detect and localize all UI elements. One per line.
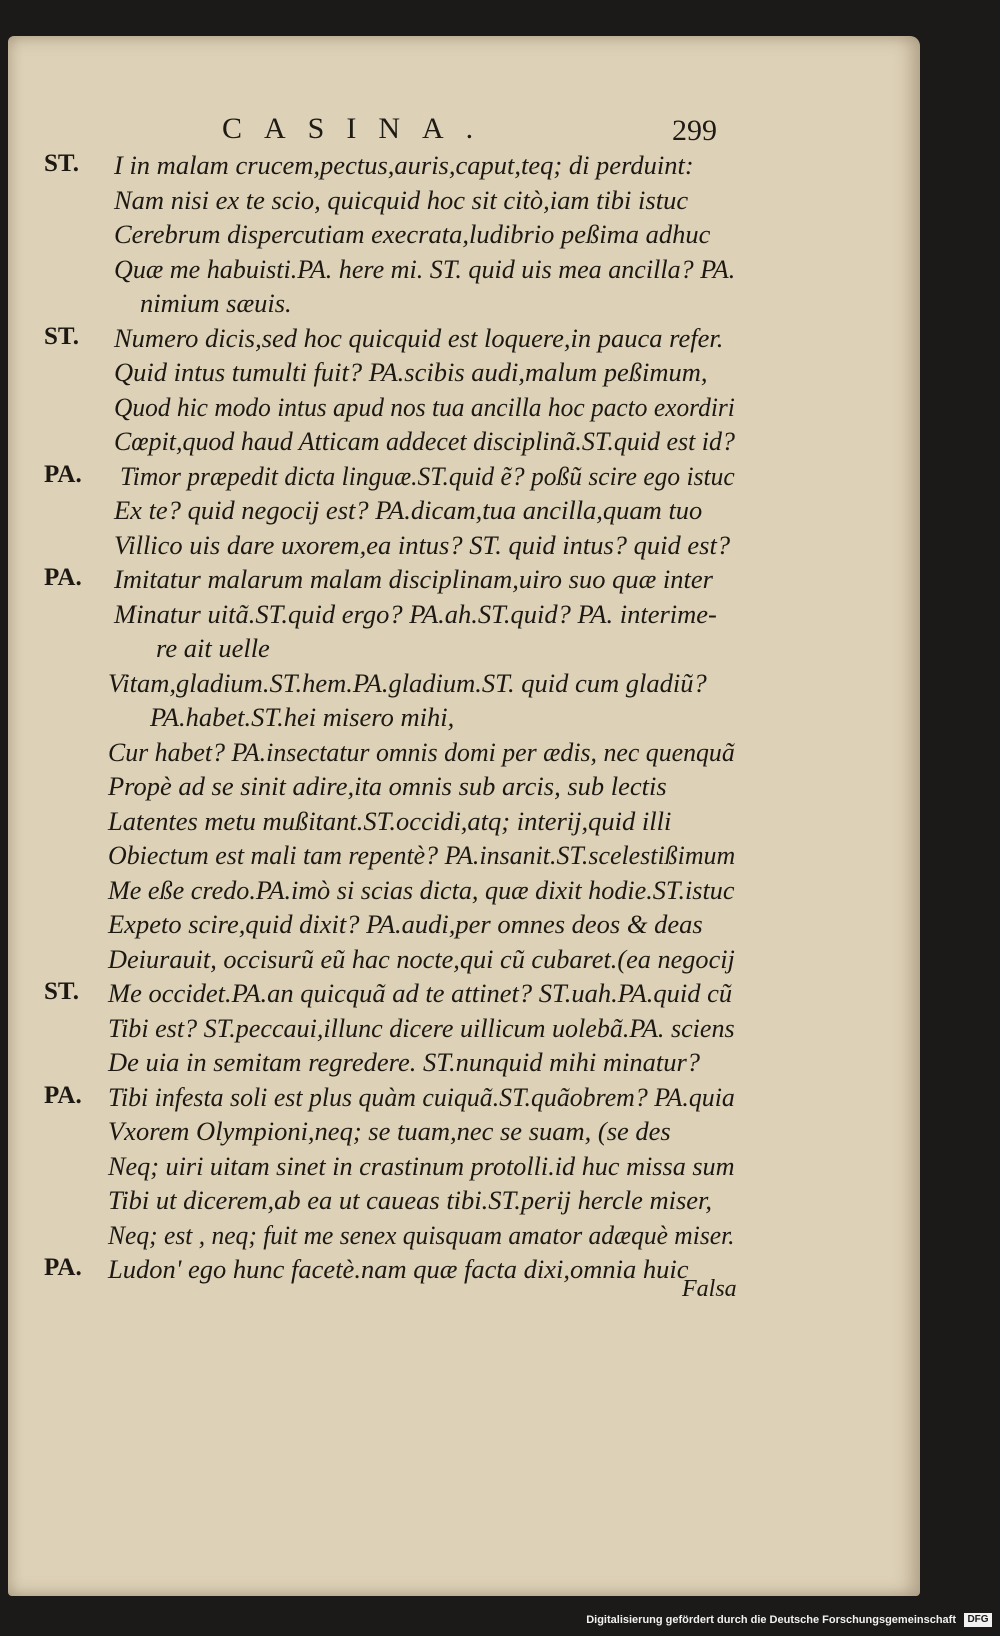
line-text: Timor præpedit dicta linguæ.ST.quid ẽ? poßũ scire ego istuc (120, 461, 735, 491)
speaker-label: PA. (44, 1082, 82, 1109)
line-text: Quod hic modo intus apud nos tua ancilla hoc pacto exordiri (114, 392, 735, 422)
speaker-label: PA. (44, 1254, 82, 1281)
verse-line (0, 288, 1000, 322)
verse-line (0, 702, 1000, 736)
verse-line (0, 1082, 1000, 1116)
verse-line (0, 771, 1000, 805)
line-text: Cœpit,quod haud Atticam addecet disciplinã.ST.quid est id? (114, 426, 735, 456)
verse-line (0, 633, 1000, 667)
verse-line (0, 392, 1000, 426)
line-text: I in malam crucem,pectus,auris,caput,teq; di perduint: (114, 150, 694, 180)
line-text: Tibi infesta soli est plus quàm cuiquã.ST.quãobrem? PA.quia (108, 1082, 735, 1112)
verse-line (0, 944, 1000, 978)
verse-line (0, 599, 1000, 633)
verse-line (0, 840, 1000, 874)
verse-line (0, 737, 1000, 771)
line-text: Latentes metu mußitant.ST.occidi,atq; interij,quid illi (108, 806, 672, 836)
speaker-label: PA. (44, 461, 82, 488)
verse-line (0, 1013, 1000, 1047)
verse-line (0, 357, 1000, 391)
line-text: Me eße credo.PA.imò si scias dicta, quæ dixit hodie.ST.istuc (108, 875, 735, 905)
line-text: re ait uelle (156, 633, 270, 663)
verse-line (0, 323, 1000, 357)
speaker-label: ST. (44, 978, 79, 1005)
line-text: Propè ad se sinit adire,ita omnis sub arcis, sub lectis (108, 771, 667, 801)
line-text: Minatur uitã.ST.quid ergo? PA.ah.ST.quid? PA. interime- (114, 599, 717, 629)
verse-line (0, 1185, 1000, 1219)
verse-line (0, 219, 1000, 253)
line-text: Quæ me habuisti.PA. here mi. ST. quid uis mea ancilla? PA. (114, 254, 736, 284)
running-header (0, 112, 1000, 152)
verse-line (0, 426, 1000, 460)
verse-line (0, 978, 1000, 1012)
line-text: Tibi est? ST.peccaui,illunc dicere uillicum uolebã.PA. sciens (108, 1013, 735, 1043)
line-text: nimium sæuis. (140, 288, 292, 318)
line-text: Deiurauit, occisurũ eũ hac nocte,qui cũ cubaret.(ea negocij (108, 944, 735, 974)
line-text: Me occidet.PA.an quicquã ad te attinet? ST.uah.PA.quid cũ (108, 978, 733, 1008)
line-text: Numero dicis,sed hoc quicquid est loquere,in pauca refer. (114, 323, 724, 353)
line-text: Tibi ut dicerem,ab ea ut caueas tibi.ST.perij hercle miser, (108, 1185, 713, 1215)
catchword: Falsa (682, 1276, 737, 1302)
line-text: Vxorem Olympioni,neq; se tuam,nec se suam, (se des (108, 1116, 671, 1146)
speaker-label: ST. (44, 150, 79, 177)
line-text: Obiectum est mali tam repentè? PA.insanit.ST.scelestißimum (108, 840, 736, 870)
verse-line (0, 875, 1000, 909)
line-text: PA.habet.ST.hei misero mihi, (150, 702, 455, 732)
line-text: De uia in semitam regredere. ST.nunquid mihi minatur? (108, 1047, 701, 1077)
line-text: Cur habet? PA.insectatur omnis domi per ædis, nec quenquã (108, 737, 735, 767)
verse-line (0, 185, 1000, 219)
line-text: Neq; uiri uitam sinet in crastinum protolli.id huc missa sum (108, 1151, 735, 1181)
line-text: Expeto scire,quid dixit? PA.audi,per omnes deos & deas (108, 909, 703, 939)
line-text: Nam nisi ex te scio, quicquid hoc sit citò,iam tibi istuc (114, 185, 689, 215)
verse-line (0, 1254, 1000, 1288)
funding-credit: Digitalisierung gefördert durch die Deutsche Forschungsgemeinschaft (586, 1614, 956, 1626)
page-number: 299 (672, 114, 717, 147)
verse-line (0, 530, 1000, 564)
line-text: Ludon' ego hunc facetè.nam quæ facta dixi,omnia huic (108, 1254, 689, 1284)
line-text: Quid intus tumulti fuit? PA.scibis audi,malum peßimum, (114, 357, 708, 387)
speaker-label: PA. (44, 564, 82, 591)
verse-line (0, 1047, 1000, 1081)
speaker-label: ST. (44, 323, 79, 350)
line-text: Neq; est , neq; fuit me senex quisquam amator adæquè miser. (108, 1220, 735, 1250)
verse-line (0, 564, 1000, 598)
running-title: CASINA. (222, 112, 496, 145)
line-text: Cerebrum dispercutiam execrata,ludibrio peßima adhuc (114, 219, 711, 249)
dfg-logo: DFG (964, 1613, 992, 1627)
verse-line (0, 461, 1000, 495)
line-text: Vitam,gladium.ST.hem.PA.gladium.ST. quid cum gladiũ? (108, 668, 707, 698)
verse-line (0, 495, 1000, 529)
verse-line (0, 1116, 1000, 1150)
verse-line (0, 150, 1000, 184)
verse-line (0, 254, 1000, 288)
verse-line (0, 1220, 1000, 1254)
line-text: Ex te? quid negocij est? PA.dicam,tua ancilla,quam tuo (114, 495, 703, 525)
verse-line (0, 1151, 1000, 1185)
line-text: Imitatur malarum malam disciplinam,uiro suo quæ inter (114, 564, 713, 594)
line-text: Villico uis dare uxorem,ea intus? ST. quid intus? quid est? (114, 530, 731, 560)
verse-line (0, 806, 1000, 840)
verse-line (0, 668, 1000, 702)
verse-line (0, 909, 1000, 943)
footer-bar (0, 1606, 1000, 1636)
